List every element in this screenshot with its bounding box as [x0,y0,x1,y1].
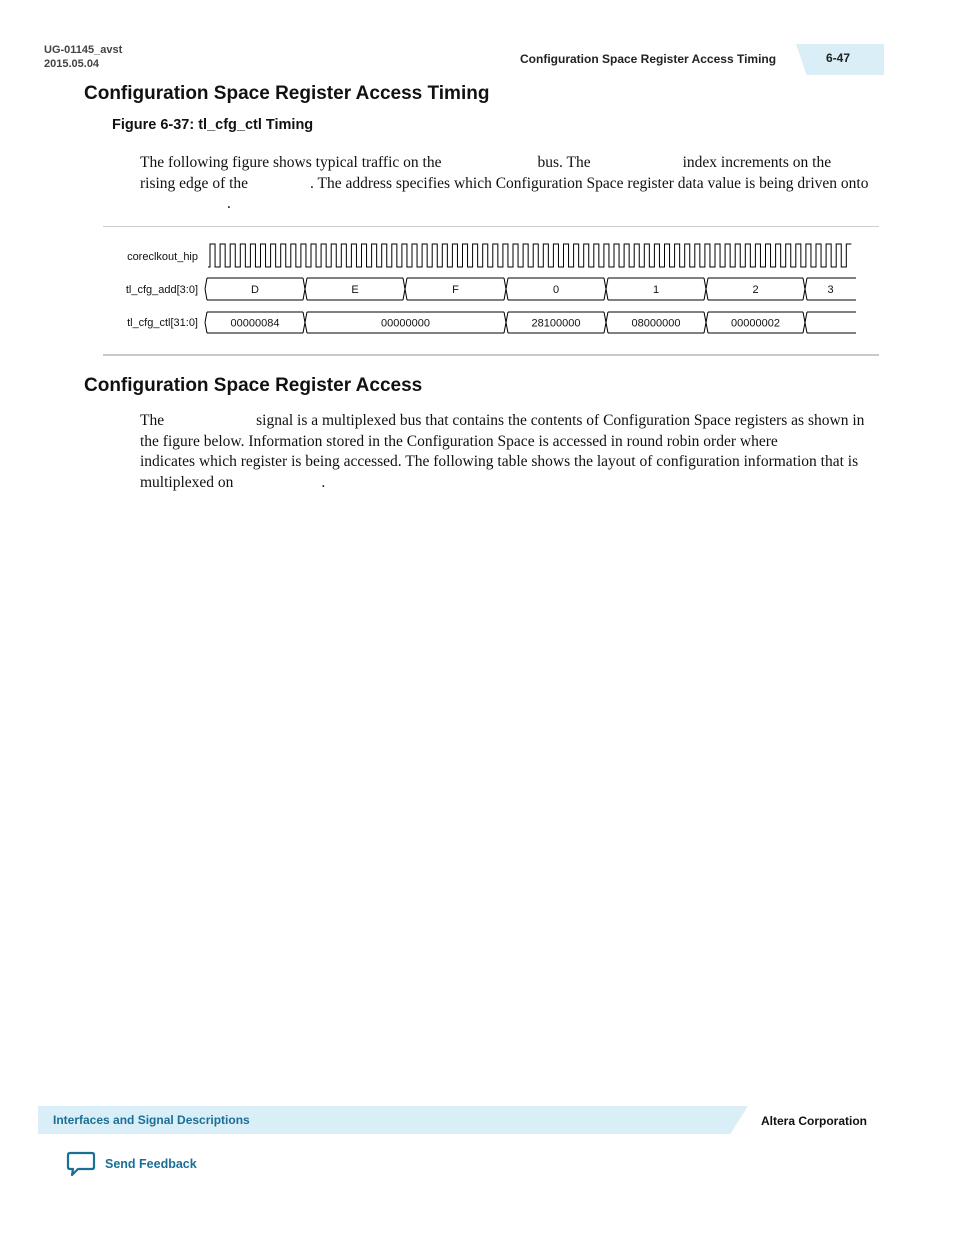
timing-waveform [0,0,954,400]
signal-label-control: tl_cfg_ctl[31:0] [127,317,198,329]
bus-value-label: 2 [752,284,759,296]
bus-value-label: 00000000 [381,317,430,330]
figure-bottom-rule [103,354,879,356]
bus-value-label: 0 [552,284,560,296]
bus-value-label: F [452,284,459,296]
send-feedback-label: Send Feedback [105,1157,197,1171]
feedback-icon [66,1151,96,1177]
signal-label-clock: coreclkout_hip [127,251,198,263]
bus-value-label: 1 [652,284,660,296]
address-bus [205,278,856,300]
footer-company: Altera Corporation [761,1114,868,1128]
send-feedback-link[interactable] [66,1151,197,1177]
para-text: . [227,195,231,212]
bus-value-label: 28100000 [531,317,581,330]
para-text: indicates which register is being accessed. The following table shows the layout of configuration information that is multiplexed on [140,453,859,491]
para-text: . [321,473,326,491]
para-text: The [140,412,165,429]
bus-value-label: D [251,284,259,296]
bus-value-label: 3 [827,284,834,296]
running-title: Configuration Space Register Access Timing [520,52,777,66]
bus-segment [805,312,856,333]
signal-label-address: tl_cfg_add[3:0] [125,284,198,296]
section-heading-access: Configuration Space Register Access [84,375,423,396]
bus-value-label: 08000000 [631,317,681,330]
access-paragraph [140,411,870,493]
document-id: UG-01145_avst [44,44,123,56]
document-date: 2015.05.04 [44,58,100,70]
footer-chapter-link[interactable]: Interfaces and Signal Descriptions [53,1113,250,1127]
page-number: 6-47 [826,51,851,65]
clock-waveform [208,244,851,267]
para-text: signal is a multiplexed bus that contains the contents of Configuration Space registers as shown in the figure below. Information stored in the Configuration Space is accessed in round robin order where [140,412,865,450]
para-text: index increments on the rising edge of the [140,154,832,192]
para-text: bus. The [537,154,591,171]
para-text: . The address specifies which Configuration Space register data value is being driven onto [310,174,869,192]
control-bus [205,312,856,333]
figure-caption: Figure 6-37: tl_cfg_ctl Timing [112,117,314,133]
bus-value-label: 00000084 [230,317,280,330]
bus-value-label: 00000002 [731,317,780,330]
section-heading-timing: Configuration Space Register Access Timing [84,83,490,104]
bus-value-label: E [351,284,359,296]
para-text: The following figure shows typical traffic on the [140,154,442,171]
